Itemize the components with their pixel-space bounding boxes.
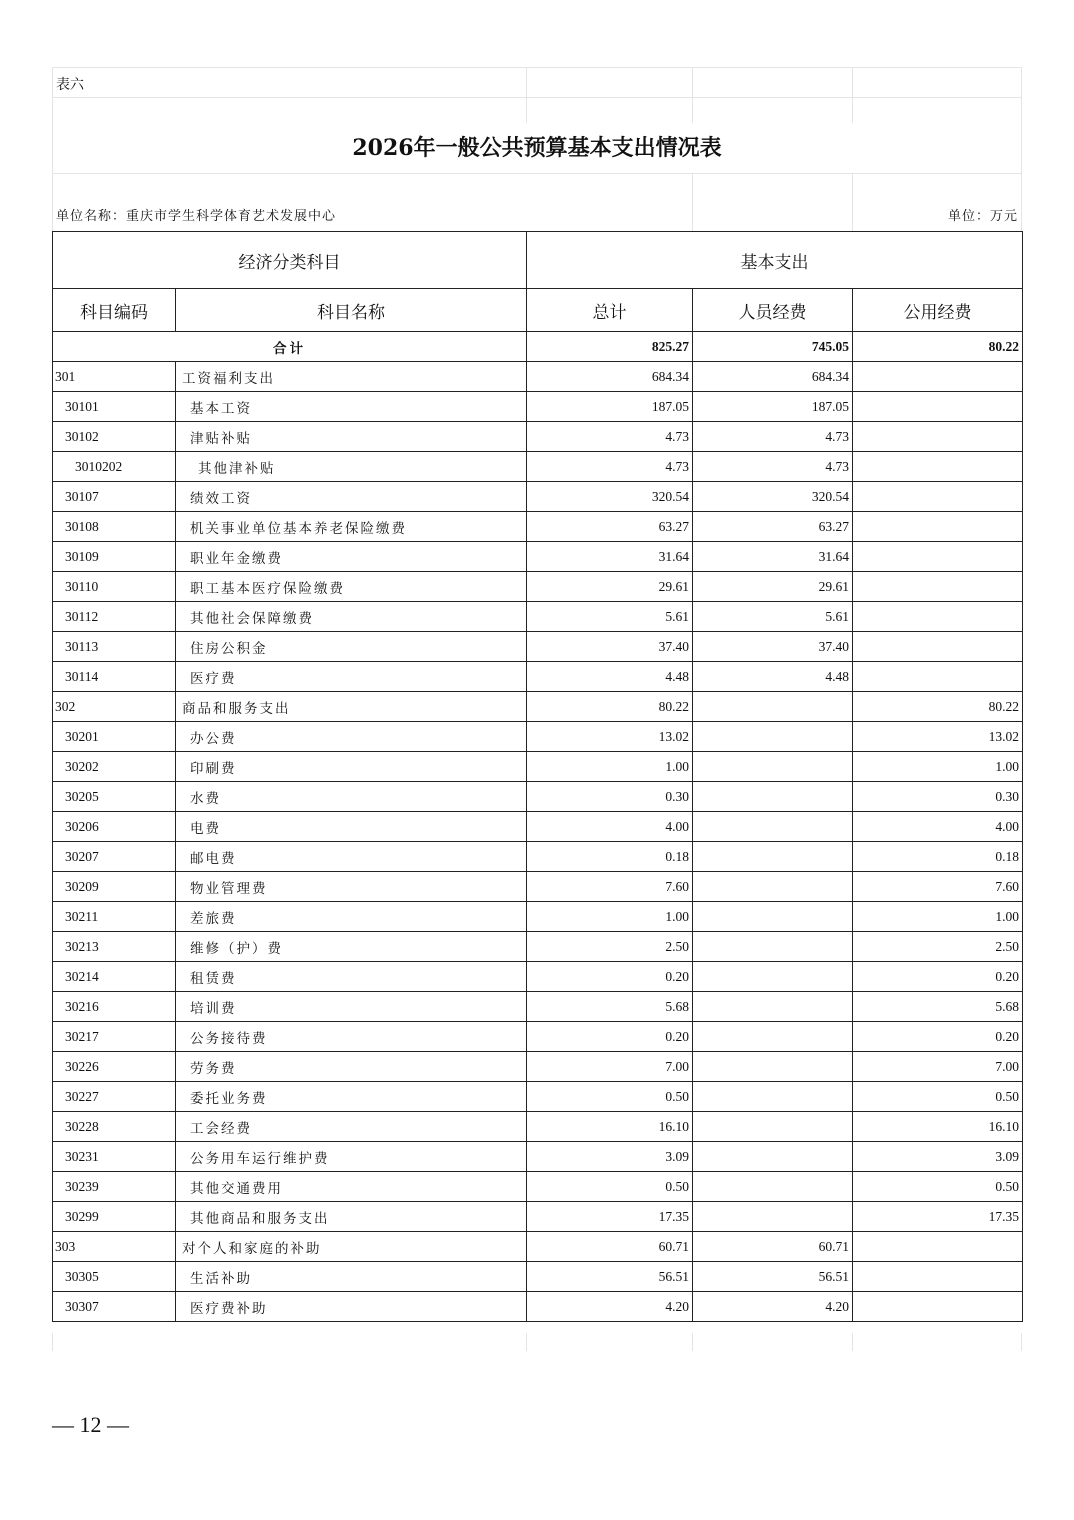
- grid-line: [852, 67, 853, 123]
- grid-line: [692, 173, 693, 231]
- row-personnel: 4.73: [693, 452, 853, 482]
- row-public: 5.68: [853, 992, 1023, 1022]
- row-total: 13.02: [527, 722, 693, 752]
- row-personnel: [693, 722, 853, 752]
- row-personnel: [693, 1082, 853, 1112]
- table-row: [53, 482, 1023, 512]
- header-econ-category: 经济分类科目: [53, 232, 527, 289]
- row-public: 13.02: [853, 722, 1023, 752]
- row-total: 684.34: [527, 362, 693, 392]
- row-public: 16.10: [853, 1112, 1023, 1142]
- row-total: 320.54: [527, 482, 693, 512]
- header-row-group: [53, 232, 1023, 289]
- row-name: 津贴补贴: [176, 422, 527, 452]
- row-total: 37.40: [527, 632, 693, 662]
- row-personnel: 4.73: [693, 422, 853, 452]
- row-code: 30307: [53, 1292, 176, 1322]
- table-row: [53, 1112, 1023, 1142]
- row-public: 2.50: [853, 932, 1023, 962]
- row-code: 30226: [53, 1052, 176, 1082]
- table-row: [53, 662, 1023, 692]
- total-row: [53, 332, 1023, 362]
- header-public: 公用经费: [853, 289, 1023, 332]
- row-public: [853, 1262, 1023, 1292]
- row-code: 302: [53, 692, 176, 722]
- row-code: 30110: [53, 572, 176, 602]
- row-code: 30102: [53, 422, 176, 452]
- row-public: 1.00: [853, 902, 1023, 932]
- table-row: [53, 452, 1023, 482]
- row-name: 绩效工资: [176, 482, 527, 512]
- row-name: 医疗费补助: [176, 1292, 527, 1322]
- row-total: 5.61: [527, 602, 693, 632]
- row-public: [853, 422, 1023, 452]
- row-public: [853, 362, 1023, 392]
- row-total: 60.71: [527, 1232, 693, 1262]
- row-total: 0.50: [527, 1082, 693, 1112]
- grid-line: [52, 67, 1022, 68]
- row-name: 办公费: [176, 722, 527, 752]
- row-total: 7.00: [527, 1052, 693, 1082]
- row-code: 303: [53, 1232, 176, 1262]
- row-code: 30214: [53, 962, 176, 992]
- grid-line: [852, 1333, 853, 1351]
- row-total: 3.09: [527, 1142, 693, 1172]
- row-public: 4.00: [853, 812, 1023, 842]
- row-public: 3.09: [853, 1142, 1023, 1172]
- row-personnel: 63.27: [693, 512, 853, 542]
- row-code: 30231: [53, 1142, 176, 1172]
- row-name: 水费: [176, 782, 527, 812]
- header-name: 科目名称: [176, 289, 527, 332]
- row-code: 30213: [53, 932, 176, 962]
- unit-name: 单位名称：重庆市学生科学体育艺术发展中心: [56, 209, 337, 224]
- row-total: 4.73: [527, 452, 693, 482]
- row-personnel: 5.61: [693, 602, 853, 632]
- table-row: [53, 902, 1023, 932]
- row-public: [853, 602, 1023, 632]
- row-public: [853, 452, 1023, 482]
- row-personnel: [693, 1022, 853, 1052]
- row-code: 30107: [53, 482, 176, 512]
- table-row: [53, 1172, 1023, 1202]
- header-total: 总计: [527, 289, 693, 332]
- grid-line: [1021, 1333, 1022, 1351]
- row-name: 物业管理费: [176, 872, 527, 902]
- table-row: [53, 992, 1023, 1022]
- page-title: 2026年一般公共预算基本支出情况表: [352, 135, 722, 161]
- total-total: 825.27: [527, 332, 693, 362]
- row-personnel: [693, 752, 853, 782]
- table-row: [53, 932, 1023, 962]
- grid-line: [52, 173, 1022, 174]
- table-row: [53, 1202, 1023, 1232]
- row-code: 30206: [53, 812, 176, 842]
- row-total: 0.30: [527, 782, 693, 812]
- row-code: 30112: [53, 602, 176, 632]
- row-total: 2.50: [527, 932, 693, 962]
- total-personnel: 745.05: [693, 332, 853, 362]
- row-code: 30202: [53, 752, 176, 782]
- table-row: [53, 962, 1023, 992]
- row-public: 0.18: [853, 842, 1023, 872]
- row-personnel: [693, 872, 853, 902]
- row-personnel: [693, 932, 853, 962]
- row-public: [853, 632, 1023, 662]
- row-code: 30205: [53, 782, 176, 812]
- row-name: 印刷费: [176, 752, 527, 782]
- row-public: [853, 1232, 1023, 1262]
- row-name: 对个人和家庭的补助: [176, 1232, 527, 1262]
- row-name: 其他交通费用: [176, 1172, 527, 1202]
- header-basic-expenditure: 基本支出: [527, 232, 1023, 289]
- row-public: 0.50: [853, 1082, 1023, 1112]
- row-public: 1.00: [853, 752, 1023, 782]
- row-public: [853, 482, 1023, 512]
- row-personnel: 4.48: [693, 662, 853, 692]
- row-name: 机关事业单位基本养老保险缴费: [176, 512, 527, 542]
- table-label: 表六: [56, 77, 84, 93]
- table-row: [53, 1052, 1023, 1082]
- row-total: 31.64: [527, 542, 693, 572]
- row-total: 56.51: [527, 1262, 693, 1292]
- row-name: 其他津补贴: [176, 452, 527, 482]
- table-row: [53, 692, 1023, 722]
- row-personnel: 4.20: [693, 1292, 853, 1322]
- header-personnel: 人员经费: [693, 289, 853, 332]
- row-personnel: [693, 1202, 853, 1232]
- row-code: 30113: [53, 632, 176, 662]
- row-code: 30227: [53, 1082, 176, 1112]
- table-row: [53, 632, 1023, 662]
- row-name: 其他商品和服务支出: [176, 1202, 527, 1232]
- expenditure-table: [52, 231, 1023, 1322]
- row-personnel: 37.40: [693, 632, 853, 662]
- row-code: 30101: [53, 392, 176, 422]
- table-row: [53, 752, 1023, 782]
- row-personnel: 187.05: [693, 392, 853, 422]
- row-personnel: [693, 692, 853, 722]
- row-public: 0.50: [853, 1172, 1023, 1202]
- row-public: 80.22: [853, 692, 1023, 722]
- row-name: 租赁费: [176, 962, 527, 992]
- table-row: [53, 362, 1023, 392]
- table-row: [53, 872, 1023, 902]
- row-name: 工资福利支出: [176, 362, 527, 392]
- table-row: [53, 1082, 1023, 1112]
- row-code: 30109: [53, 542, 176, 572]
- row-total: 0.18: [527, 842, 693, 872]
- row-total: 5.68: [527, 992, 693, 1022]
- row-name: 工会经费: [176, 1112, 527, 1142]
- table-row: [53, 812, 1023, 842]
- row-code: 30108: [53, 512, 176, 542]
- row-total: 4.00: [527, 812, 693, 842]
- table-row: [53, 782, 1023, 812]
- table-row: [53, 422, 1023, 452]
- row-public: [853, 1292, 1023, 1322]
- row-name: 邮电费: [176, 842, 527, 872]
- row-name: 公务用车运行维护费: [176, 1142, 527, 1172]
- row-total: 1.00: [527, 752, 693, 782]
- row-code: 30217: [53, 1022, 176, 1052]
- table-row: [53, 842, 1023, 872]
- row-personnel: 60.71: [693, 1232, 853, 1262]
- row-public: 0.30: [853, 782, 1023, 812]
- row-name: 劳务费: [176, 1052, 527, 1082]
- row-personnel: [693, 1142, 853, 1172]
- row-code: 301: [53, 362, 176, 392]
- table-row: [53, 512, 1023, 542]
- row-total: 187.05: [527, 392, 693, 422]
- table-row: [53, 1292, 1023, 1322]
- row-personnel: [693, 1112, 853, 1142]
- row-total: 29.61: [527, 572, 693, 602]
- grid-line: [526, 1333, 527, 1351]
- row-public: [853, 572, 1023, 602]
- row-name: 委托业务费: [176, 1082, 527, 1112]
- grid-line: [692, 67, 693, 123]
- row-total: 7.60: [527, 872, 693, 902]
- row-total: 0.50: [527, 1172, 693, 1202]
- row-personnel: 684.34: [693, 362, 853, 392]
- row-personnel: [693, 1052, 853, 1082]
- table-row: [53, 542, 1023, 572]
- row-personnel: 320.54: [693, 482, 853, 512]
- row-name: 生活补助: [176, 1262, 527, 1292]
- row-code: 30305: [53, 1262, 176, 1292]
- row-total: 0.20: [527, 962, 693, 992]
- table-row: [53, 1142, 1023, 1172]
- table-row: [53, 602, 1023, 632]
- row-code: 30211: [53, 902, 176, 932]
- row-code: 30216: [53, 992, 176, 1022]
- row-name: 其他社会保障缴费: [176, 602, 527, 632]
- row-name: 职业年金缴费: [176, 542, 527, 572]
- row-personnel: 56.51: [693, 1262, 853, 1292]
- row-personnel: 29.61: [693, 572, 853, 602]
- row-public: [853, 662, 1023, 692]
- row-total: 0.20: [527, 1022, 693, 1052]
- row-public: [853, 512, 1023, 542]
- row-personnel: [693, 812, 853, 842]
- row-total: 4.73: [527, 422, 693, 452]
- row-name: 职工基本医疗保险缴费: [176, 572, 527, 602]
- row-code: 30207: [53, 842, 176, 872]
- total-label: 合计: [53, 332, 527, 362]
- table-row: [53, 1232, 1023, 1262]
- row-total: 17.35: [527, 1202, 693, 1232]
- table-row: [53, 722, 1023, 752]
- row-name: 医疗费: [176, 662, 527, 692]
- row-personnel: 31.64: [693, 542, 853, 572]
- table-row: [53, 1262, 1023, 1292]
- row-name: 维修（护）费: [176, 932, 527, 962]
- table-row: [53, 392, 1023, 422]
- row-code: 30299: [53, 1202, 176, 1232]
- row-code: 30209: [53, 872, 176, 902]
- grid-line: [852, 173, 853, 231]
- row-name: 商品和服务支出: [176, 692, 527, 722]
- grid-line: [52, 97, 1022, 98]
- row-personnel: [693, 962, 853, 992]
- row-public: 17.35: [853, 1202, 1023, 1232]
- row-total: 4.20: [527, 1292, 693, 1322]
- row-public: 7.60: [853, 872, 1023, 902]
- table-row: [53, 1022, 1023, 1052]
- row-personnel: [693, 782, 853, 812]
- grid-line: [526, 67, 527, 123]
- grid-line: [692, 1333, 693, 1351]
- row-code: 3010202: [53, 452, 176, 482]
- row-name: 基本工资: [176, 392, 527, 422]
- unit-label: 单位：万元: [947, 209, 1018, 224]
- row-public: [853, 392, 1023, 422]
- row-total: 4.48: [527, 662, 693, 692]
- row-total: 63.27: [527, 512, 693, 542]
- row-total: 80.22: [527, 692, 693, 722]
- row-public: 0.20: [853, 962, 1023, 992]
- row-code: 30228: [53, 1112, 176, 1142]
- row-name: 电费: [176, 812, 527, 842]
- row-total: 16.10: [527, 1112, 693, 1142]
- row-name: 差旅费: [176, 902, 527, 932]
- table-row: [53, 572, 1023, 602]
- total-public: 80.22: [853, 332, 1023, 362]
- header-code: 科目编码: [53, 289, 176, 332]
- row-public: 7.00: [853, 1052, 1023, 1082]
- row-name: 培训费: [176, 992, 527, 1022]
- header-row-columns: [53, 289, 1023, 332]
- page-number: — 12 —: [52, 1412, 129, 1437]
- row-personnel: [693, 1172, 853, 1202]
- row-total: 1.00: [527, 902, 693, 932]
- row-public: 0.20: [853, 1022, 1023, 1052]
- grid-line: [52, 1333, 53, 1351]
- row-public: [853, 542, 1023, 572]
- row-name: 住房公积金: [176, 632, 527, 662]
- row-personnel: [693, 992, 853, 1022]
- row-code: 30114: [53, 662, 176, 692]
- row-code: 30239: [53, 1172, 176, 1202]
- row-code: 30201: [53, 722, 176, 752]
- row-name: 公务接待费: [176, 1022, 527, 1052]
- row-personnel: [693, 902, 853, 932]
- row-personnel: [693, 842, 853, 872]
